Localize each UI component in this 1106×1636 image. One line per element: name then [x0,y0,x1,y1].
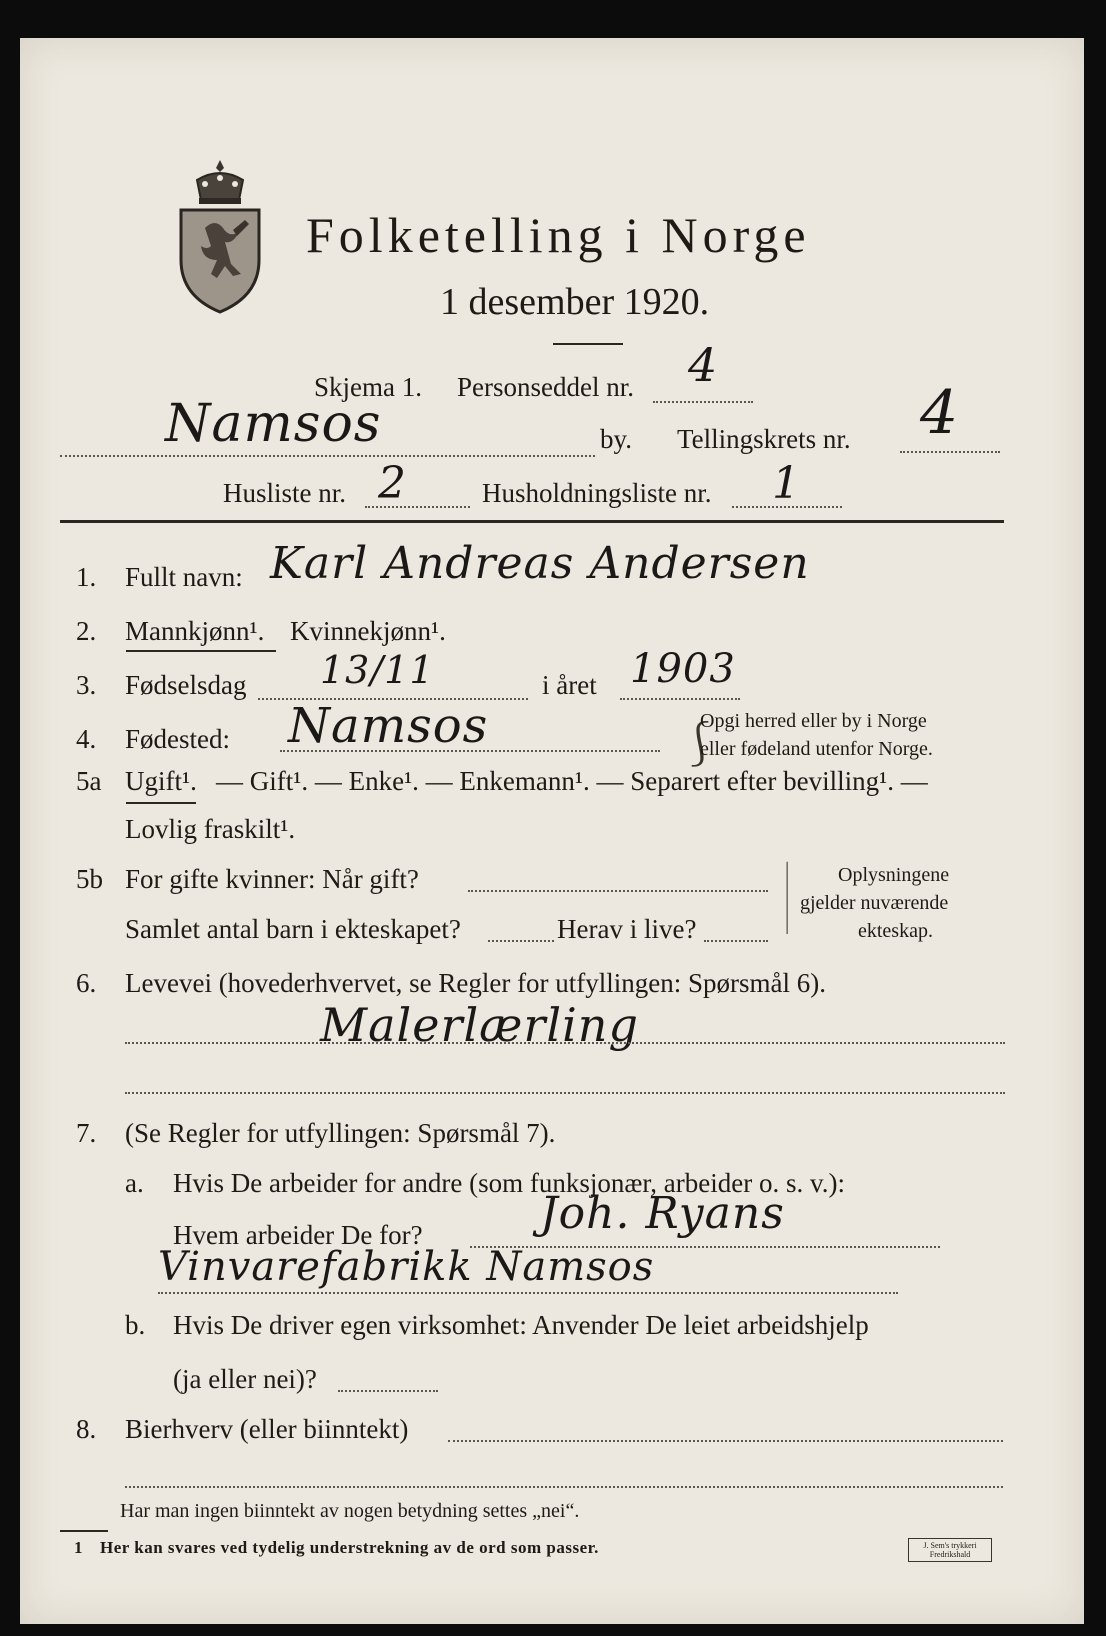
q5b-number: 5b [76,864,103,894]
married-when-label: For gifte kvinner: Når gift? [125,864,419,894]
q1-number: 1. [76,562,97,592]
birth-year-label: i året [542,670,597,700]
marriage-note-2: gjelder nuværende [800,892,949,914]
birthplace-value[interactable]: Namsos [288,698,489,754]
occupation-label: Levevei (hovederhvervet, se Regler for utfyllingen: Spørsmål 6). [125,968,827,998]
personseddel-value[interactable]: 4 [688,338,719,392]
husholdningsliste-value[interactable]: 1 [772,458,801,509]
employer-value[interactable]: Joh. Ryans [540,1188,785,1239]
footnote-text: Her kan svares ved tydelig understrekning av de ord som passer. [100,1538,599,1557]
census-form-sheet: Folketelling i Norge 1 desember 1920. Skjema 1. Personseddel nr. 4 Namsos by. Tellingskrets nr. 4 Husliste nr. 2 Husholdningsliste nr. 1 1. Fullt navn: Karl Andreas Andersen 2. Mannkjønn¹. Kvinnekjønn¹. 3. Fødselsdag 13/11 i året 1903 4. Fødested: Namsos ⎰ Opgi herred eller by i Norge eller fødeland utenfor Norge. 5a Ugift¹. — Gift¹. — Enke¹. — Enkemann¹. — Separert efter bevilling¹. — Lovlig fraskilt¹. 5b For gifte kvinner: Når gift? Samlet antal barn i ekteskapet? Herav i live? │ │ │ Oplysningene gjelder nuværende ekteskap. 6. Levevei (hovederhvervet, se Regler for utfyllingen: Spørsmål 6). Malerlærling 7. (Se Regler for utfyllingen: Spørsmål 7). a. Hvis De arbeider for andre (som funksjonær, arbeider o. s. v.): Hvem arbeider De for? Joh. Ryans Vinvarefabrikk Namsos b. Hvis De driver egen virksomhet: Anvender De leiet arbeidshjelp (ja eller nei)? 8. Bierhverv (eller biinntekt) Har man ingen biinntekt av nogen betydning settes „nei“. 1 Her kan svares ved tydelig understrekning av de ord som passer. J. Sem's trykkeri Fredrikshald [20,38,1084,1624]
birth-year-value[interactable]: 1903 [630,646,736,692]
by-label: by. [600,424,632,454]
census-date: 1 desember 1920. [440,281,710,323]
coat-of-arms-icon [175,158,265,318]
birthplace-note-2: eller fødeland utenfor Norge. [700,738,933,760]
q4-number: 4. [76,724,97,754]
husliste-value[interactable]: 2 [378,458,407,509]
full-name-value[interactable]: Karl Andreas Andersen [270,538,810,589]
tellingskrets-value[interactable]: 4 [920,378,960,448]
header-rule [60,520,1004,523]
male-underline [126,650,276,652]
title-divider [553,343,623,345]
q2-number: 2. [76,616,97,646]
town-value[interactable]: Namsos [165,394,382,454]
q7b-label: Hvis De driver egen virksomhet: Anvender De leiet arbeidshjelp [173,1310,869,1340]
q8-number: 8. [76,1414,97,1444]
q7b-question: (ja eller nei)? [173,1364,317,1394]
birthplace-label: Fødested: [125,724,230,754]
side-income-note: Har man ingen biinntekt av nogen betydning settes „nei“. [120,1500,580,1522]
q7-number: 7. [76,1118,97,1148]
birthday-label: Fødselsdag [125,670,247,700]
printer-stamp: J. Sem's trykkeri Fredrikshald [908,1538,992,1562]
children-total-label: Samlet antal barn i ekteskapet? [125,914,461,944]
employer-value-2[interactable]: Vinvarefabrikk Namsos [158,1244,655,1290]
form-title: Folketelling i Norge [306,207,811,263]
ugift-option[interactable]: Ugift¹. [125,766,197,796]
footnote-number: 1 [74,1538,83,1557]
tellingskrets-label: Tellingskrets nr. [677,424,851,454]
female-option[interactable]: Kvinnekjønn¹. [290,616,446,646]
birthplace-note-1: Opgi herred eller by i Norge [700,710,927,732]
q7b-letter: b. [125,1310,146,1340]
male-option[interactable]: Mannkjønn¹. [125,616,265,646]
children-alive-label: Herav i live? [557,914,697,944]
full-name-label: Fullt navn: [125,562,243,592]
marriage-note-1: Oplysningene [838,864,950,886]
q7-label: (Se Regler for utfyllingen: Spørsmål 7). [125,1118,556,1148]
husholdningsliste-label: Husholdningsliste nr. [482,478,712,508]
husliste-label: Husliste nr. [223,478,347,508]
ugift-underline [126,802,196,804]
marriage-note-3: ekteskap. [858,920,933,942]
employer-label: Hvem arbeider De for? [173,1220,423,1250]
personseddel-label: Personseddel nr. [457,372,634,402]
q3-number: 3. [76,670,97,700]
q5a-number: 5a [76,766,102,796]
q6-number: 6. [76,968,97,998]
birthday-value[interactable]: 13/11 [320,648,435,692]
occupation-value[interactable]: Malerlærling [320,998,639,1052]
side-income-label: Bierhverv (eller biinntekt) [125,1414,409,1444]
skjema-label: Skjema 1. [314,372,422,402]
q7a-letter: a. [125,1168,144,1198]
lovlig-fraskilt-option[interactable]: Lovlig fraskilt¹. [125,814,296,844]
q7a-label: Hvis De arbeider for andre (som funksjonær, arbeider o. s. v.): [173,1168,845,1198]
marital-options[interactable]: — Gift¹. — Enke¹. — Enkemann¹. — Separert efter bevilling¹. — [216,766,928,796]
